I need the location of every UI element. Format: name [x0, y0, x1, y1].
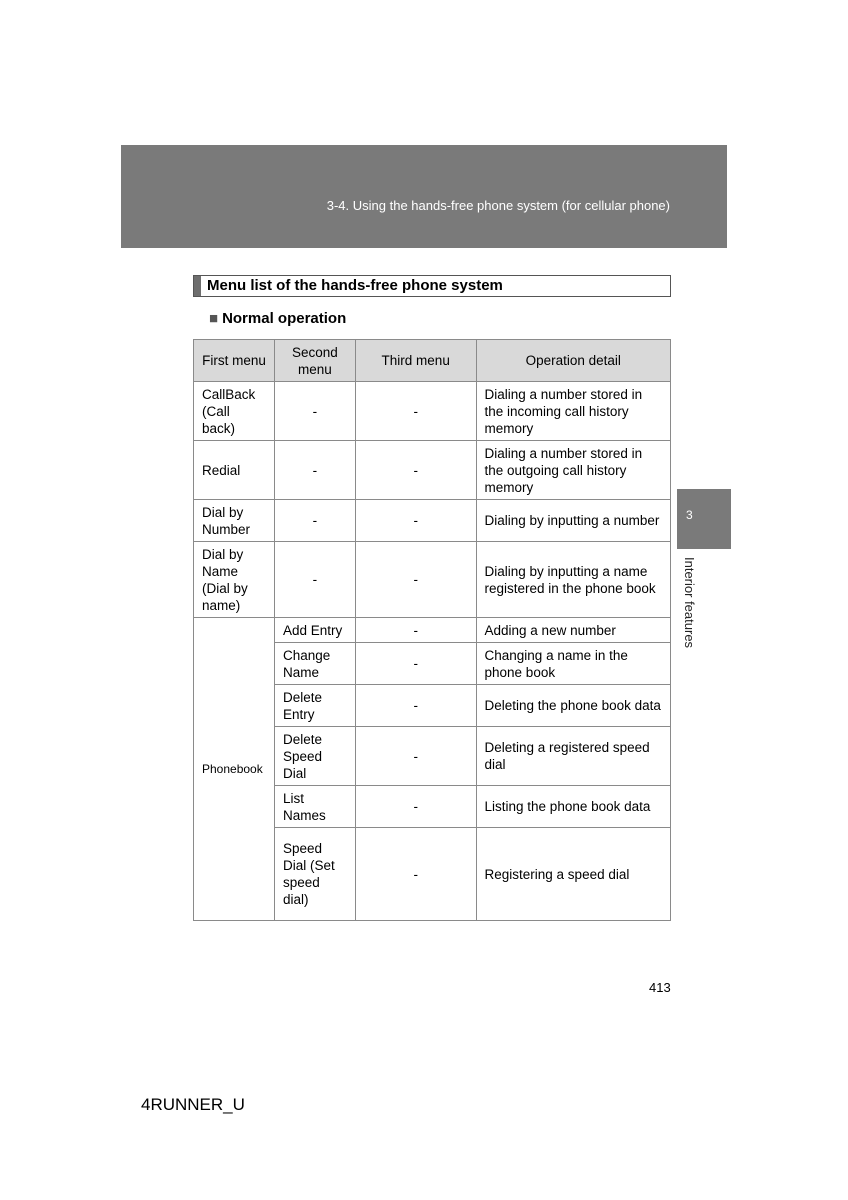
chapter-title: 3-4. Using the hands-free phone system (for cellular phone)	[326, 198, 670, 213]
third-menu-cell: -	[355, 828, 476, 921]
operation-detail-cell: Listing the phone book data	[476, 786, 670, 828]
first-menu-cell-phonebook: Phonebook	[194, 618, 275, 921]
chapter-side-label: Interior features	[682, 557, 697, 649]
square-bullet-icon: ■	[209, 310, 219, 327]
third-menu-cell: -	[355, 382, 476, 441]
second-menu-cell: Speed Dial (Set speed dial)	[274, 828, 355, 921]
second-menu-cell: -	[274, 542, 355, 618]
menu-table	[193, 339, 671, 921]
third-menu-cell: -	[355, 727, 476, 786]
chapter-header-band	[121, 145, 727, 248]
operation-detail-cell: Adding a new number	[476, 618, 670, 643]
page-number: 413	[649, 980, 671, 995]
first-menu-cell: Dial by Number	[194, 500, 275, 542]
first-menu-cell: Dial by Name (Dial by name)	[194, 542, 275, 618]
operation-detail-cell: Deleting the phone book data	[476, 685, 670, 727]
operation-detail-cell: Changing a name in the phone book	[476, 643, 670, 685]
table-row	[194, 382, 671, 441]
header-third-menu: Third menu	[355, 340, 476, 382]
header-first-menu: First menu	[194, 340, 275, 382]
model-code: 4RUNNER_U	[141, 1095, 245, 1114]
operation-detail-cell: Registering a speed dial	[476, 828, 670, 921]
operation-detail-cell: Dialing a number stored in the incoming call history memory	[476, 382, 670, 441]
table-row	[194, 500, 671, 542]
second-menu-cell: -	[274, 500, 355, 542]
table-row	[194, 441, 671, 500]
third-menu-cell: -	[355, 500, 476, 542]
subsection-heading	[209, 310, 346, 327]
section-title-bar	[194, 276, 201, 296]
third-menu-cell: -	[355, 542, 476, 618]
third-menu-cell: -	[355, 441, 476, 500]
second-menu-cell: Add Entry	[274, 618, 355, 643]
table-row	[194, 542, 671, 618]
operation-detail-cell: Dialing by inputting a name registered in the phone book	[476, 542, 670, 618]
chapter-number: 3	[686, 508, 693, 522]
third-menu-cell: -	[355, 685, 476, 727]
table-header-row	[194, 340, 671, 382]
second-menu-cell: Delete Speed Dial	[274, 727, 355, 786]
third-menu-cell: -	[355, 643, 476, 685]
second-menu-cell: -	[274, 382, 355, 441]
first-menu-cell: Redial	[194, 441, 275, 500]
table-row	[194, 618, 671, 643]
subsection-title: Normal operation	[222, 310, 347, 327]
operation-detail-cell: Deleting a registered speed dial	[476, 727, 670, 786]
operation-detail-cell: Dialing a number stored in the outgoing call history memory	[476, 441, 670, 500]
operation-detail-cell: Dialing by inputting a number	[476, 500, 670, 542]
section-title: Menu list of the hands-free phone system	[207, 277, 503, 294]
header-second-menu: Second menu	[274, 340, 355, 382]
header-operation-detail: Operation detail	[476, 340, 670, 382]
first-menu-cell: CallBack (Call back)	[194, 382, 275, 441]
second-menu-cell: Delete Entry	[274, 685, 355, 727]
second-menu-cell: List Names	[274, 786, 355, 828]
section-title-box	[193, 275, 671, 297]
third-menu-cell: -	[355, 786, 476, 828]
second-menu-cell: -	[274, 441, 355, 500]
second-menu-cell: Change Name	[274, 643, 355, 685]
chapter-side-tab	[677, 489, 731, 549]
third-menu-cell: -	[355, 618, 476, 643]
